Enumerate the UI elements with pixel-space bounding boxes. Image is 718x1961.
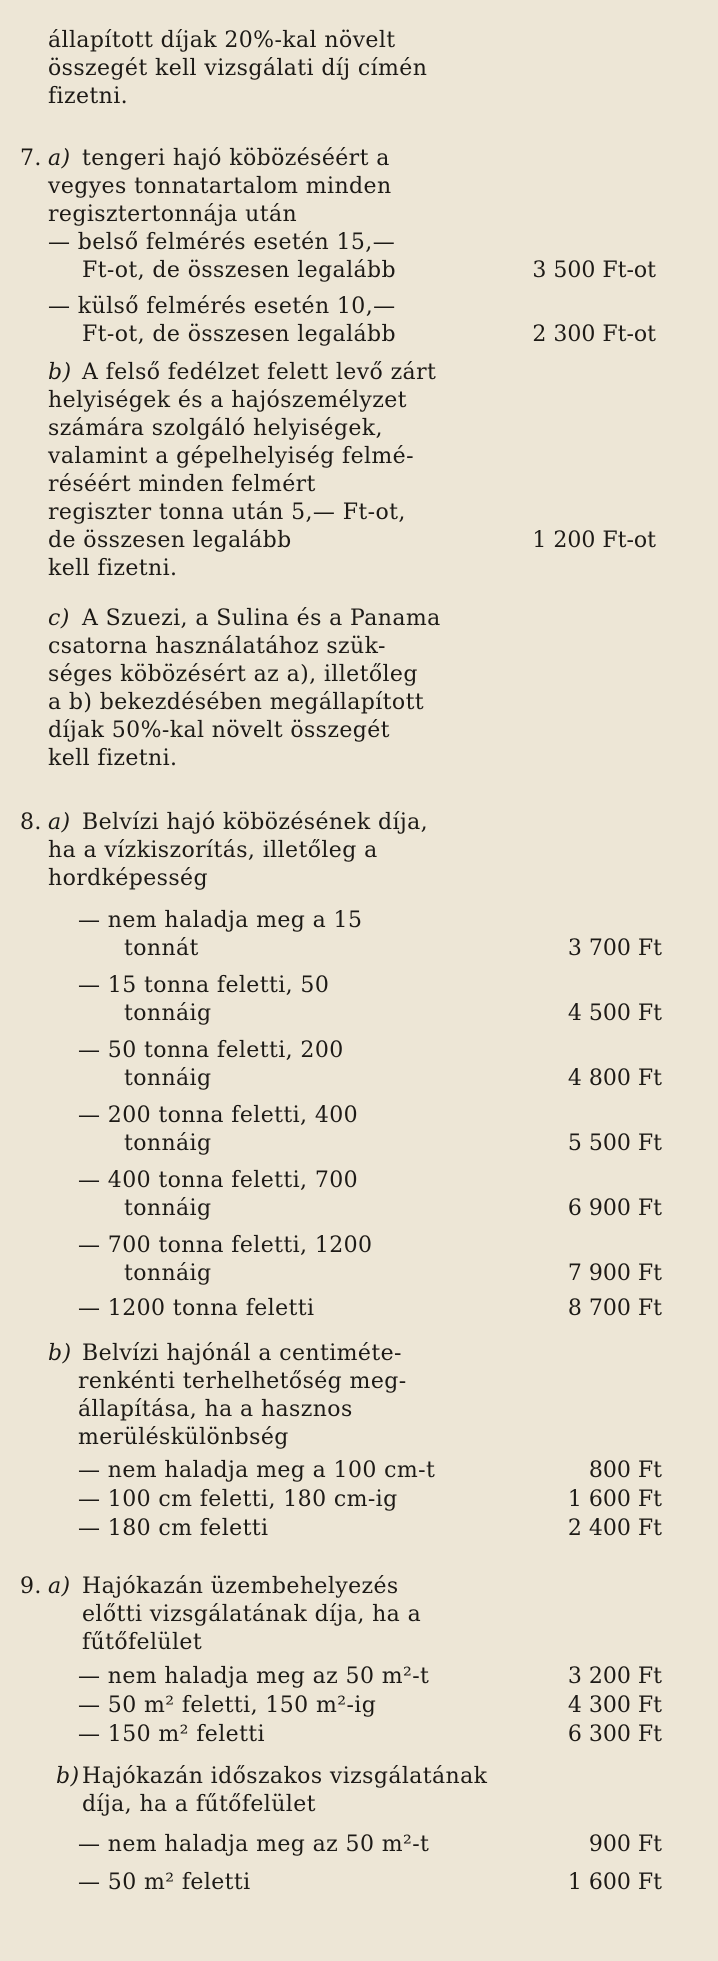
fee-amount: 5 500 Ft	[567, 1131, 662, 1156]
text-line: — külső felmérés esetén 10,—	[48, 294, 396, 319]
text-line: séges köbözésért az a), illetőleg	[48, 662, 418, 687]
text-line: tonnáig	[124, 1131, 212, 1156]
text-line: tonnáig	[124, 1196, 212, 1221]
text-line: helyiségek és a hajószemélyzet	[48, 388, 407, 413]
text-line: állapítása, ha a hasznos	[78, 1397, 353, 1422]
fee-amount: 4 500 Ft	[567, 1001, 662, 1026]
subitem-letter: a)	[48, 1574, 71, 1599]
text-line: vegyes tonnatartalom minden	[48, 174, 392, 199]
text-line: ha a vízkiszorítás, illetőleg a	[48, 838, 378, 863]
text-line: Hajókazán üzembehelyezés	[82, 1574, 399, 1599]
text-line: összegét kell vizsgálati díj címén	[48, 56, 428, 81]
text-line: regiszter tonna után 5,— Ft-ot,	[48, 500, 406, 525]
fee-amount: 6 300 Ft	[567, 1722, 662, 1747]
text-line: — 200 tonna feletti, 400	[78, 1103, 359, 1128]
text-line: — nem haladja meg a 100 cm-t	[78, 1458, 436, 1483]
text-line: tengeri hajó köbözéséért a	[82, 146, 390, 171]
fee-amount: 3 200 Ft	[567, 1664, 662, 1689]
text-line: kell fizetni.	[48, 746, 178, 771]
text-line: kell fizetni.	[48, 556, 178, 581]
fee-amount: 1 600 Ft	[567, 1487, 662, 1512]
text-line: — 400 tonna feletti, 700	[78, 1168, 359, 1193]
text-line: — 50 m² feletti	[78, 1870, 251, 1895]
text-line: — nem haladja meg a 15	[78, 908, 363, 933]
item-number: 7.	[20, 146, 42, 171]
text-line: — 150 m² feletti	[78, 1722, 265, 1747]
fee-amount: 8 700 Ft	[567, 1296, 662, 1321]
subitem-letter: b)	[48, 360, 72, 385]
subitem-letter: a)	[48, 810, 71, 835]
text-line: — belső felmérés esetén 15,—	[48, 230, 396, 255]
text-line: — 700 tonna feletti, 1200	[78, 1233, 373, 1258]
text-line: regisztertonnája után	[48, 202, 298, 227]
fee-amount: 4 300 Ft	[567, 1693, 662, 1718]
fee-amount: 3 700 Ft	[567, 936, 662, 961]
subitem-letter: b)	[56, 1764, 80, 1789]
fee-amount: 3 500 Ft-ot	[532, 258, 656, 283]
subitem-letter: b)	[48, 1341, 72, 1366]
text-line: — nem haladja meg az 50 m²-t	[78, 1832, 430, 1857]
text-line: Ft-ot, de összesen legalább	[82, 322, 396, 347]
subitem-letter: c)	[48, 606, 70, 631]
text-line: előtti vizsgálatának díja, ha a	[82, 1602, 422, 1627]
text-line: tonnáig	[124, 1001, 212, 1026]
text-line: Ft-ot, de összesen legalább	[82, 258, 396, 283]
text-line: Hajókazán időszakos vizsgálatának	[82, 1764, 488, 1789]
fee-amount: 800 Ft	[588, 1458, 662, 1483]
text-line: renkénti terhelhetőség meg-	[78, 1369, 407, 1394]
text-line: de összesen legalább	[48, 528, 292, 553]
text-line: fizetni.	[48, 84, 129, 109]
text-line: csatorna használatához szük-	[48, 634, 386, 659]
text-line: tonnáig	[124, 1066, 212, 1091]
text-line: — 50 tonna feletti, 200	[78, 1038, 344, 1063]
text-line: valamint a gépelhelyiség felmé-	[48, 444, 414, 469]
text-line: — 100 cm feletti, 180 cm-ig	[78, 1487, 398, 1512]
text-line: díjak 50%-kal növelt összegét	[48, 718, 390, 743]
text-line: tonnát	[124, 936, 199, 961]
text-line: fűtőfelület	[82, 1630, 203, 1655]
text-line: A felső fedélzet felett levő zárt	[82, 360, 437, 385]
text-line: számára szolgáló helyiségek,	[48, 416, 383, 441]
fee-amount: 1 200 Ft-ot	[532, 528, 656, 553]
subitem-letter: a)	[48, 146, 71, 171]
text-line: hordképesség	[48, 866, 208, 891]
text-line: réséért minden felmért	[48, 472, 316, 497]
fee-amount: 7 900 Ft	[567, 1261, 662, 1286]
fee-amount: 900 Ft	[588, 1832, 662, 1857]
fee-amount: 1 600 Ft	[567, 1870, 662, 1895]
text-line: Belvízi hajó köbözésének díja,	[82, 810, 429, 835]
text-line: — 1200 tonna feletti	[78, 1296, 315, 1321]
text-line: állapított díjak 20%-kal növelt	[48, 28, 396, 53]
text-line: merüléskülönbség	[78, 1425, 289, 1450]
text-line: — 180 cm feletti	[78, 1516, 269, 1541]
text-line: díja, ha a fűtőfelület	[82, 1792, 316, 1817]
fee-amount: 6 900 Ft	[567, 1196, 662, 1221]
text-line: — nem haladja meg az 50 m²-t	[78, 1664, 430, 1689]
text-line: — 50 m² feletti, 150 m²-ig	[78, 1693, 377, 1718]
fee-amount: 4 800 Ft	[567, 1066, 662, 1091]
item-number: 9.	[20, 1574, 42, 1599]
text-line: a b) bekezdésében megállapított	[48, 690, 425, 715]
text-line: tonnáig	[124, 1261, 212, 1286]
text-line: A Szuezi, a Sulina és a Panama	[82, 606, 441, 631]
text-line: — 15 tonna feletti, 50	[78, 973, 330, 998]
fee-amount: 2 300 Ft-ot	[532, 322, 656, 347]
item-number: 8.	[20, 810, 42, 835]
fee-amount: 2 400 Ft	[567, 1516, 662, 1541]
text-line: Belvízi hajónál a centiméte-	[82, 1341, 402, 1366]
